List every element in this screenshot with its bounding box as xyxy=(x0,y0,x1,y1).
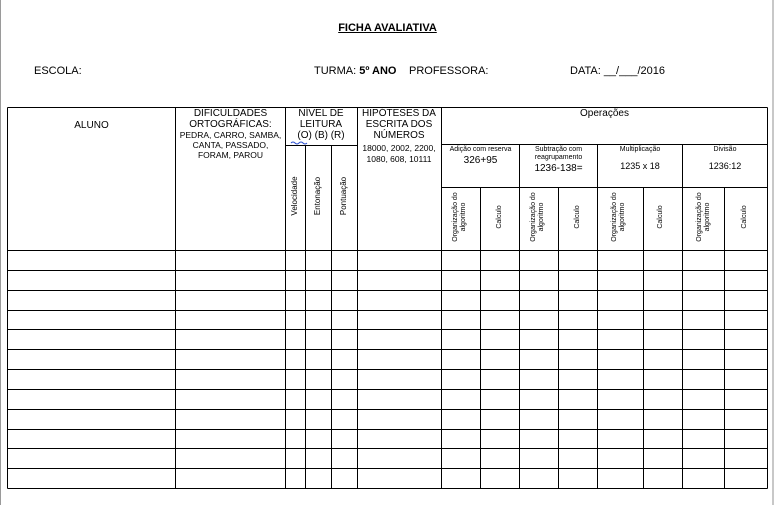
dificuldades-header xyxy=(177,108,284,160)
spellcheck-underline xyxy=(291,142,307,144)
turma-value: 5º ANO xyxy=(359,65,397,77)
operacoes-header: Operações xyxy=(580,108,629,119)
dificuldades-title: DIFICULDADES ORTOGRÁFICAS: xyxy=(189,108,272,130)
divisao-organizacao-header: Organização do algoritmo xyxy=(696,192,711,242)
nivel-leitura-header xyxy=(286,108,356,141)
op-multiplicacao-expr: 1235 x 18 xyxy=(620,161,660,171)
op-multiplicacao-name: Multiplicação xyxy=(619,146,661,153)
hipoteses-header xyxy=(358,108,440,165)
op-adicao-header xyxy=(442,146,519,167)
professora-label: PROFESSORA: xyxy=(409,65,489,77)
op-divisao-expr: 1236:12 xyxy=(708,161,742,171)
subtracao-calculo-header: Calculo xyxy=(574,205,581,229)
velocidade-header: Velocidade xyxy=(290,176,299,216)
multiplicacao-calculo-header: Calculo xyxy=(657,205,664,229)
turma-label: TURMA: xyxy=(314,65,357,77)
escola-label: ESCOLA: xyxy=(34,65,82,77)
multiplicacao-organizacao-header: Organização do algoritmo xyxy=(611,192,626,242)
op-adicao-name: Adição com reserva xyxy=(449,146,512,153)
dificuldades-words: PEDRA, CARRO, SAMBA, CANTA, PASSADO, FORAM, PAROU xyxy=(179,130,282,160)
entonacao-header: Entonação xyxy=(313,176,322,216)
op-subtracao-header xyxy=(520,146,597,175)
subtracao-organizacao-header: Organização do algoritmo xyxy=(530,192,545,242)
document-title: FICHA AVALIATIVA xyxy=(338,22,437,34)
nivel-title: NÍVEL DE LEITURA xyxy=(298,108,344,130)
aluno-header: ALUNO xyxy=(74,120,109,131)
op-adicao-expr: 326+95 xyxy=(463,155,498,166)
op-subtracao-name: Subtração com reagrupamento xyxy=(534,146,583,161)
adicao-calculo-header: Calculo xyxy=(496,205,503,229)
op-multiplicacao-header xyxy=(598,146,682,172)
pontuacao-header: Pontuação xyxy=(339,176,348,216)
adicao-organizacao-header: Organização do algoritmo xyxy=(452,192,467,242)
divisao-calculo-header: Calculo xyxy=(741,205,748,229)
op-divisao-header xyxy=(683,146,767,172)
op-subtracao-expr: 1236-138= xyxy=(534,163,583,174)
hipoteses-numbers: 18000, 2002, 2200, 1080, 608, 10111 xyxy=(362,143,436,164)
nivel-codes: (O) (B) (R) xyxy=(297,130,345,141)
data-label: DATA: __/___/2016 xyxy=(570,65,665,77)
op-divisao-name: Divisão xyxy=(713,146,737,153)
hipoteses-title: HIPÓTESES DA ESCRITA DOS NÚMEROS xyxy=(362,108,436,141)
